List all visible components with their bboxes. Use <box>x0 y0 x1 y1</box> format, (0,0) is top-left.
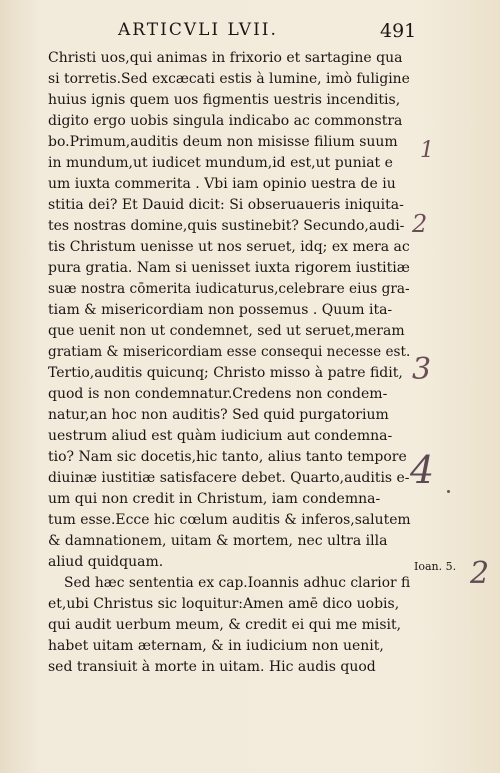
ink-speck <box>447 490 450 493</box>
text-line: habet uitam æternam, & in iudicium non uenit, <box>48 638 384 654</box>
text-line: et,ubi Christus sic loquitur:Amen amē dico uobis, <box>48 596 400 612</box>
text-line: in mundum,ut iudicet mundum,id est,ut puniat e <box>48 155 393 171</box>
text-line: natur,an hoc non auditis? Sed quid purgatorium <box>48 407 389 423</box>
text-line: si torretis.Sed excæcati estis à lumine, imò fuligine <box>48 71 410 87</box>
text-line: suæ nostra cōmerita iudicaturus,celebrare eius gra- <box>48 281 410 297</box>
margin-handwritten-numeral: 3 <box>412 352 432 387</box>
text-line: gratiam & misericordiam esse consequi necesse est. <box>48 344 411 360</box>
margin-handwritten-numeral: 1 <box>420 138 434 163</box>
text-line: digito ergo uobis singula indicabo ac commonstra <box>48 113 403 129</box>
text-line: Sed hæc sententia ex cap.Ioannis adhuc clarior fi <box>64 575 411 591</box>
text-line: um iuxta commerita . Vbi iam opinio uestra de iu <box>48 176 396 192</box>
text-line: tes nostras domine,quis sustinebit? Secundo,audi- <box>48 218 405 234</box>
text-line: tum esse.Ecce hic cœlum auditis & inferos,salutem <box>48 512 411 528</box>
text-line: Tertio,auditis quicunq; Christo misso à patre fidit, <box>48 365 403 381</box>
margin-handwritten-numeral: 2 <box>470 556 490 591</box>
text-line: sed transiuit à morte in uitam. Hic audis quod <box>48 659 376 675</box>
text-line: tiam & misericordiam non possemus . Quum ita- <box>48 302 393 318</box>
text-line: aliud quidquam. <box>48 554 164 570</box>
text-line: Christi uos,qui animas in frixorio et sartagine qua <box>48 50 403 66</box>
text-line: stitia dei? Et Dauid dicit: Si obseruaueris iniquita- <box>48 197 404 213</box>
margin-handwritten-numeral: 4 <box>410 448 435 492</box>
text-line: um qui non credit in Christum, iam condemna- <box>48 491 381 507</box>
text-line: qui audit uerbum meum, & credit ei qui me misit, <box>48 617 402 633</box>
page-header <box>0 18 500 44</box>
page-number: 491 <box>380 20 417 42</box>
text-line: quod is non condemnatur.Credens non condem- <box>48 386 388 402</box>
text-line: diuinæ iustitiæ satisfacere debet. Quarto,auditis e- <box>48 470 410 486</box>
running-title: ARTICVLI LVII. <box>118 20 278 40</box>
text-line: tis Christum uenisse ut nos seruet, idq; ex mera ac <box>48 239 410 255</box>
text-line: que uenit non ut condemnet, sed ut seruet,meram <box>48 323 405 339</box>
text-line: & damnationem, uitam & mortem, nec ultra illa <box>48 533 388 549</box>
margin-reference: Ioan. 5. <box>414 560 457 573</box>
text-line: huius ignis quem uos figmentis uestris incenditis, <box>48 92 401 108</box>
text-line: uestrum aliud est quàm iudicium aut condemna- <box>48 428 393 444</box>
text-line: tio? Nam sic docetis,hic tanto, alius tanto tempore <box>48 449 407 465</box>
text-line: pura gratia. Nam si uenisset iuxta rigorem iustitiæ <box>48 260 410 276</box>
margin-handwritten-numeral: 2 <box>412 210 428 238</box>
text-line: bo.Primum,auditis deum non misisse filium suum <box>48 134 398 150</box>
